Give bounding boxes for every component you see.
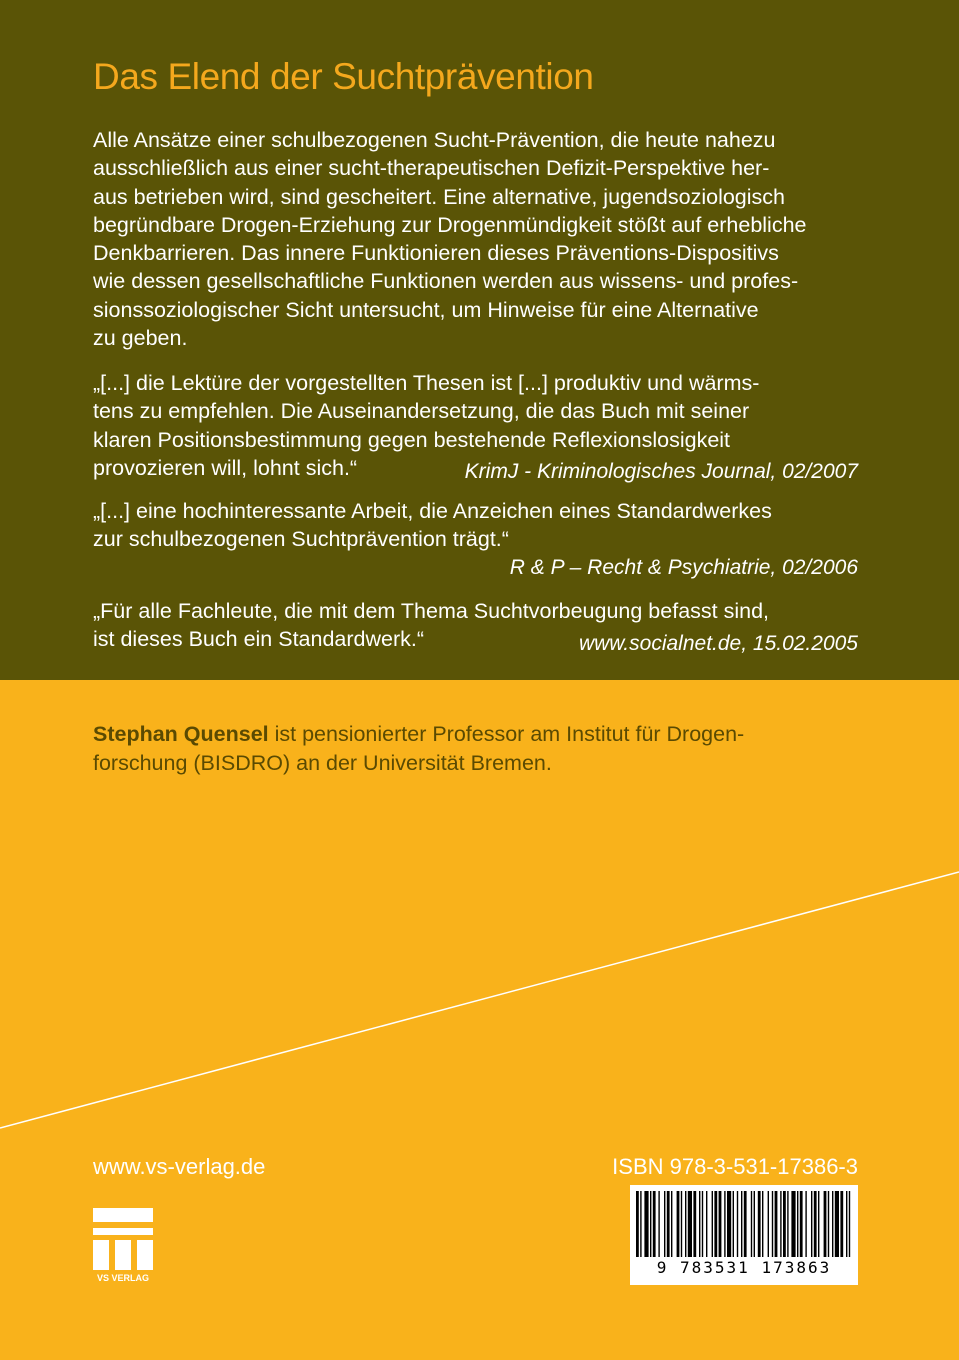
- barcode-bar: [846, 1191, 847, 1257]
- blurb-line: Denkbarrieren. Das innere Funktionieren dieses Präventions-Dispositivs: [93, 241, 779, 266]
- publisher-url[interactable]: www.vs-verlag.de: [93, 1154, 266, 1179]
- barcode-bar: [787, 1191, 788, 1257]
- barcode-bar: [811, 1191, 812, 1257]
- author-bio: [93, 720, 863, 778]
- barcode-digits: 9 783531 173863: [656, 1258, 832, 1277]
- barcode-bar: [688, 1191, 692, 1257]
- barcode-bar: [832, 1191, 833, 1257]
- barcode-bar: [640, 1191, 641, 1257]
- blurb-line: begründbare Drogen-Erziehung zur Drogenmündigkeit stößt auf erhebliche: [93, 212, 807, 237]
- quote-line: zur schulbezogenen Suchtprävention trägt.“: [93, 527, 509, 552]
- barcode-bar: [706, 1191, 707, 1257]
- barcode-bar: [818, 1191, 819, 1257]
- barcode-bar: [727, 1191, 731, 1257]
- barcode-bar: [677, 1191, 680, 1257]
- barcode-bar: [824, 1191, 827, 1257]
- barcode-bar: [671, 1191, 672, 1257]
- barcode-bar: [702, 1191, 703, 1257]
- book-title: Das Elend der Suchtprävention: [93, 56, 594, 97]
- quote-line: „[...] die Lektüre der vorgestellten Thesen ist [...] produktiv und wärms-: [93, 371, 760, 395]
- blurb-line: ausschließlich aus einer sucht-therapeutischen Defizit-Perspektive her-: [93, 156, 770, 181]
- barcode-bar: [664, 1191, 665, 1257]
- blurb-line: wie dessen gesellschaftliche Funktionen werden aus wissens- und profes-: [93, 269, 799, 294]
- quote-source-3: www.socialnet.de, 15.02.2005: [578, 632, 858, 655]
- barcode-bar: [737, 1191, 738, 1257]
- barcode-bar: [768, 1191, 769, 1257]
- barcode-bar: [636, 1191, 639, 1257]
- barcode-bar: [681, 1191, 682, 1257]
- quote-source-2: R & P – Recht & Psychiatrie, 02/2006: [509, 556, 858, 579]
- barcode-bar: [780, 1191, 781, 1257]
- review-quote-2: [93, 497, 858, 554]
- barcode-bar: [658, 1191, 659, 1257]
- barcode-bar: [653, 1191, 656, 1257]
- barcode-bar: [699, 1191, 700, 1257]
- barcode-bar: [835, 1191, 839, 1257]
- quote-line: „Für alle Fachleute, die mit dem Thema Suchtvorbeugung befasst sind,: [93, 599, 770, 623]
- barcode-bar: [644, 1191, 648, 1257]
- barcode-bar: [693, 1191, 696, 1257]
- barcode-bar: [650, 1191, 651, 1257]
- barcode-bar: [667, 1191, 670, 1257]
- barcode-bar: [791, 1191, 795, 1257]
- barcode-bar: [724, 1191, 725, 1257]
- author-bio-line-2: forschung (BISDRO) an der Universität Bremen.: [93, 751, 552, 775]
- logo-wordmark: VS VERLAG: [96, 1273, 149, 1283]
- barcode-bar: [733, 1191, 734, 1257]
- barcode-bar: [719, 1191, 722, 1257]
- author-bio-line-1: [93, 720, 863, 749]
- author-name: Stephan Quensel: [93, 722, 269, 746]
- barcode-bar: [751, 1191, 752, 1257]
- blurb-line: aus betrieben wird, sind gescheitert. Eine alternative, jugendsoziologisch: [93, 184, 785, 209]
- barcode-bar: [741, 1191, 742, 1257]
- barcode-bar: [772, 1191, 773, 1257]
- quote-source-1: KrimJ - Kriminologisches Journal, 02/2007: [464, 460, 858, 483]
- barcode-bar: [849, 1191, 850, 1257]
- quote-line: „[...] eine hochinteressante Arbeit, die Anzeichen eines Standardwerkes: [93, 499, 772, 523]
- quote-line: tens zu empfehlen. Die Auseinandersetzung, die das Buch mit seiner: [93, 399, 750, 424]
- blurb-line: Alle Ansätze einer schulbezogenen Sucht-Prävention, die heute nahezu: [93, 128, 776, 152]
- barcode-bar: [762, 1191, 763, 1257]
- quote-line: klaren Positionsbestimmung gegen bestehende Reflexionslosigkeit: [93, 427, 731, 452]
- quote-line: ist dieses Buch ein Standardwerk.“: [93, 627, 425, 652]
- barcode-bar: [828, 1191, 829, 1257]
- barcode-bar: [783, 1191, 786, 1257]
- isbn: ISBN 978-3-531-17386-3: [612, 1154, 858, 1179]
- barcode-bar: [805, 1191, 806, 1257]
- barcode-bar: [744, 1191, 747, 1257]
- barcode-bar: [685, 1191, 686, 1257]
- barcode-bar: [814, 1191, 817, 1257]
- blurb-line: zu geben.: [93, 326, 188, 351]
- barcode-bar: [775, 1191, 778, 1257]
- author-bio-text: ist pensionierter Professor am Institut für Drogen-: [268, 722, 745, 746]
- blurb-line: sionssoziologischer Sicht untersucht, um Hinweise für eine Alternative: [93, 297, 759, 322]
- barcode-bar: [800, 1191, 803, 1257]
- barcode-bar: [840, 1191, 843, 1257]
- quote-line: provozieren will, lohnt sich.“: [93, 455, 358, 480]
- barcode-bar: [797, 1191, 798, 1257]
- barcode-bar: [758, 1191, 761, 1257]
- barcode-bar: [754, 1191, 755, 1257]
- barcode-bar: [714, 1191, 717, 1257]
- barcode-bar: [712, 1191, 713, 1257]
- blurb: [93, 126, 858, 352]
